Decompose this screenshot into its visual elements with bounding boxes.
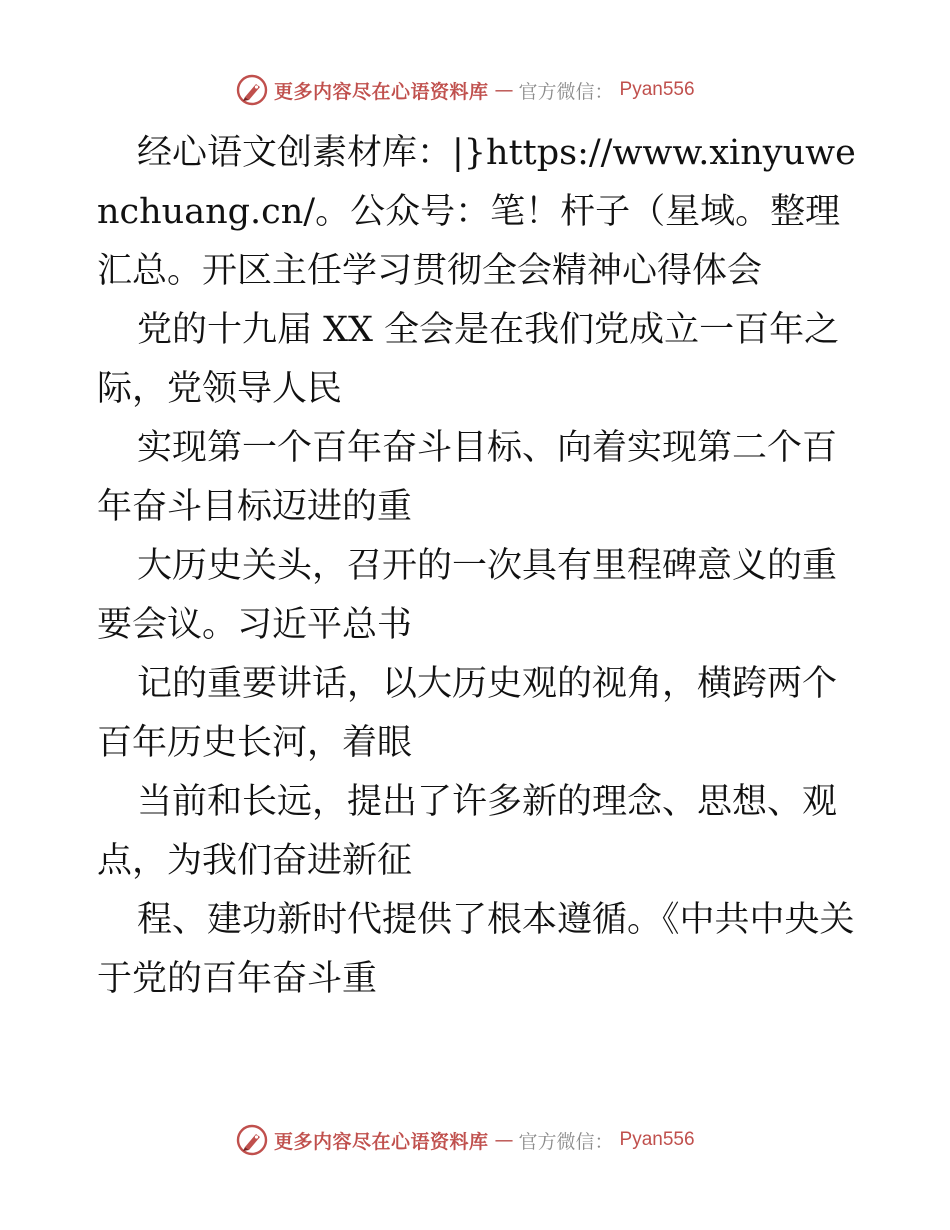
banner-brand-text: 更多内容尽在心语资料库 — [274, 80, 489, 103]
banner-separator: — — [494, 1129, 513, 1151]
paragraph: 大历史关头，召开的一次具有里程碑意义的重要会议。习近平总书 — [97, 546, 838, 645]
banner-brand-text: 更多内容尽在心语资料库 — [274, 1130, 489, 1153]
banner-separator: — — [494, 79, 513, 101]
banner-wechat-id: Pyan556 — [619, 79, 695, 100]
pen-nib-logo-icon — [236, 74, 268, 106]
paragraph-intro: 经心语文创素材库：|}https://www.xinyuwenchuang.cn/。公众号：笔！杆子（星域。整理汇总。开区主任学习贯彻全会精神心得体会 — [97, 133, 856, 291]
paragraph: 党的十九届 XX 全会是在我们党成立一百年之际，党领导人民 — [97, 310, 840, 409]
banner-wechat-label: 官方微信： — [518, 1130, 614, 1153]
footer-watermark-banner — [236, 1123, 716, 1157]
paragraph: 实现第一个百年奋斗目标、向着实现第二个百年奋斗目标迈进的重 — [97, 428, 838, 527]
paragraph: 程、建功新时代提供了根本遵循。《中共中央关于党的百年奋斗重 — [97, 900, 855, 999]
header-watermark-banner — [236, 73, 716, 107]
paragraph: 当前和长远，提出了许多新的理念、思想、观点，为我们奋进新征 — [97, 782, 838, 881]
document-body — [97, 124, 857, 1009]
banner-wechat-id: Pyan556 — [619, 1129, 695, 1150]
pen-nib-logo-icon — [236, 1124, 268, 1156]
paragraph: 记的重要讲话，以大历史观的视角，横跨两个百年历史长河，着眼 — [97, 664, 838, 763]
banner-wechat-label: 官方微信： — [518, 80, 614, 103]
